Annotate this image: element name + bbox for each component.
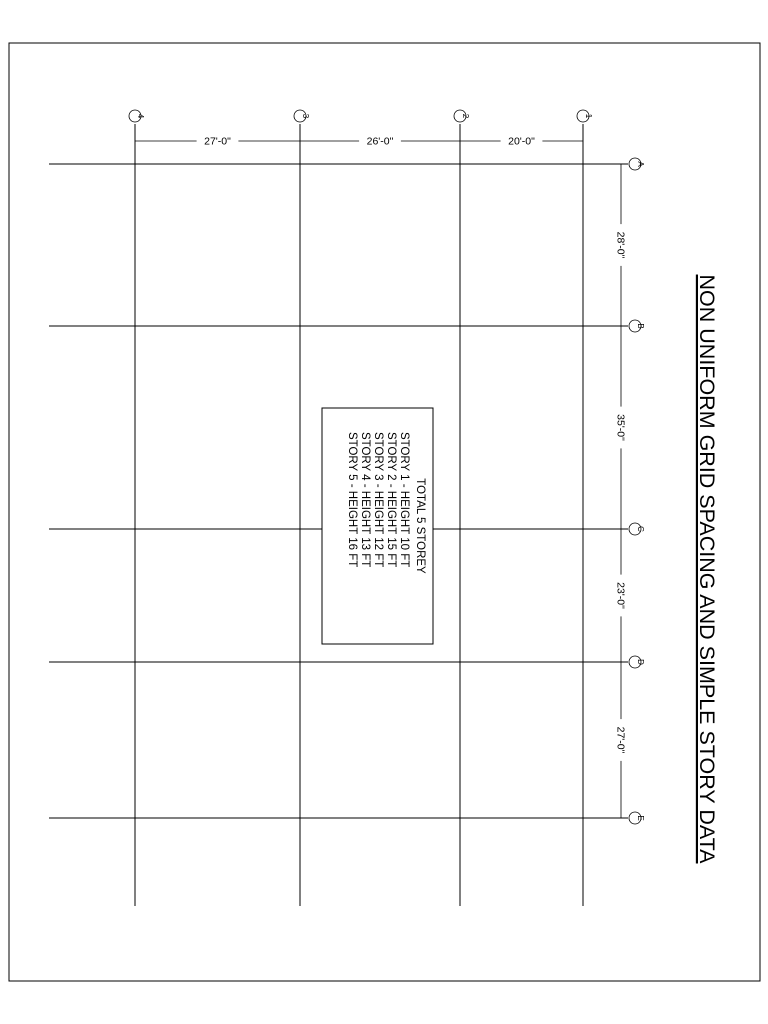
story-data-box <box>322 408 433 644</box>
grid-bubble-label-C: C <box>636 526 645 532</box>
grid-bubble-label-4: 4 <box>135 113 145 119</box>
horizontal-spacing-label: 27'-0" <box>614 726 627 754</box>
grid-bubble-label-D: D <box>636 659 645 665</box>
grid-bubble-label-3: 3 <box>300 113 310 119</box>
vertical-spacing-label: 20'-0" <box>508 135 535 148</box>
horizontal-spacing-label: 28'-0" <box>614 231 627 259</box>
grid-bubble-label-E: E <box>636 815 645 821</box>
grid-bubble-label-B: B <box>636 323 645 329</box>
story-line-1: STORY 1 - HEIGHT 10 FT <box>398 432 410 568</box>
horizontal-spacing-label: 23'-0" <box>614 582 627 609</box>
horizontal-spacing-label: 35'-0" <box>614 414 627 441</box>
drawing-title: NON UNIFORM GRID SPACING AND SIMPLE STORY DATA <box>695 274 719 864</box>
vertical-spacing-label: 26'-0" <box>366 135 394 148</box>
grid-bubble-label-A: A <box>636 161 645 167</box>
vertical-spacing-label: 27'-0" <box>204 135 231 148</box>
grid-bubble-label-2: 2 <box>460 113 470 119</box>
story-line-2: STORY 2 - HEIGHT 15 FT <box>385 432 397 568</box>
story-data-heading: TOTAL 5 STOREY <box>414 478 426 574</box>
story-line-3: STORY 3 - HEIGHT 12 FT <box>372 432 384 568</box>
grid-bubble-label-1: 1 <box>583 113 593 119</box>
story-line-5: STORY 5 - HEIGHT 16 FT <box>346 432 358 568</box>
story-line-4: STORY 4 - HEIGHT 13 FT <box>359 432 371 568</box>
drawing-title-group <box>695 275 719 865</box>
